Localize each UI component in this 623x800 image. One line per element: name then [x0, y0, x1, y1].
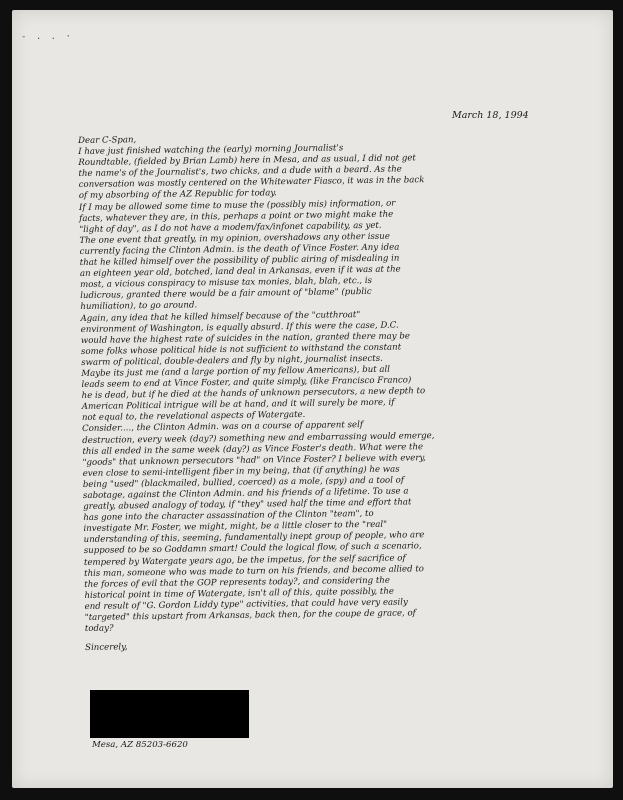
body-line: this all ended in the same week (day?) as Vince Foster's death. What were the: [82, 441, 424, 457]
body-line: greatly, abused analogy of today, if "they" used half the time and effort that: [83, 497, 412, 513]
body-line: conversation was mostly centered on the Whitewater Fiasco, it was in the back: [78, 175, 425, 191]
body-line: leads seem to end at Vince Foster, and quite simply, (like Francisco Franco): [81, 375, 412, 391]
body-line: tempered by Watergate years ago, be the impetus, for the self sacrifice of: [83, 553, 406, 568]
body-line: currently facing the Clinton Admin. is the death of Vince Foster. Any idea: [79, 242, 400, 257]
body-line: "goods" that unknown persecutors "had" on Vince Foster? I believe with every,: [82, 452, 426, 468]
body-line: investigate Mr. Foster, we might, might, be a little closer to the "real": [83, 520, 388, 535]
body-line: being "used" (blackmailed, bullied, coerced) as a mole, (spy) and a tool of: [82, 475, 405, 490]
body-line: an eighteen year old, botched, land deal in Arkansas, even if it was at the: [79, 264, 401, 280]
letter-date: March 18, 1994: [452, 110, 529, 121]
salutation: Dear C-Span,: [78, 135, 137, 146]
corner-marks: - . . ·: [21, 32, 73, 42]
body-line: facts, whatever they are, in this, perhaps a point or two might make the: [79, 209, 394, 224]
body-line: Roundtable, (fielded by Brian Lamb) here in Mesa, and as usual, I did not get: [78, 153, 416, 169]
body-line: humiliation), to go around.: [80, 300, 198, 313]
body-line: supposed to be so Goddamn smart! Could the logical flow, of such a scenario,: [83, 541, 422, 557]
body-line: has gone into the character assassination of the Clinton "team", to: [83, 509, 374, 524]
body-line: Maybe its just me (and a large portion of my fellow Americans), but all: [81, 364, 391, 379]
body-line: even close to semi-intelligent fiber in my being, that (if anything) he was: [82, 464, 400, 479]
letter-body: [78, 129, 565, 654]
body-line: "targeted" this upstart from Arkansas, back then, for the coupe de grace, of: [84, 608, 416, 623]
body-line: Again, any idea that he killed himself because of the "cutthroat": [80, 309, 361, 324]
closing: Sincerely,: [85, 642, 128, 654]
body-line: some folks whose political hide is not sufficient to withstand the constant: [80, 342, 402, 357]
body-line: "light of day", as I do not have a modem/fax/infonet capability, as yet.: [79, 220, 382, 235]
redacted-signature-block: [90, 690, 249, 738]
body-line: most, a vicious conspiracy to misuse tax monies, blah, blah, etc., is: [80, 276, 373, 291]
body-line: ludicrous, granted there would be a fair amount of "blame" (public: [80, 287, 372, 302]
body-line: that he killed himself over the possibility of public airing of misdealing in: [79, 253, 400, 269]
body-line: Consider...., the Clinton Admin. was on a course of apparent self: [82, 420, 364, 435]
body-line: I have just finished watching the (early) morning Journalist's: [78, 143, 344, 158]
body-line: swarm of political, double-dealers and fly by night, journalist insects.: [81, 353, 383, 368]
body-line: sabotage, against the Clinton Admin. and his friends of a lifetime. To use a: [82, 486, 409, 501]
body-line: would have the highest rate of suicides in the nation, granted there may be: [80, 331, 410, 346]
sender-address: Mesa, AZ 85203-6620: [92, 740, 188, 750]
body-line: this man, someone who was made to turn on his friends, and become allied to: [84, 563, 425, 579]
body-line: understanding of this, seeming, fundamentally inept group of people, who are: [83, 530, 425, 546]
body-line: the forces of evil that the GOP represents today?, and considering the: [84, 575, 390, 590]
body-line: If I may be allowed some time to muse the (possibly mis) information, or: [78, 198, 396, 213]
body-line: end result of "G. Gordon Liddy type" activities, that could have very easily: [84, 597, 408, 612]
body-line: environment of Washington, is equally absurd. If this were the case, D.C.: [80, 320, 399, 335]
body-line: of my absorbing of the AZ Republic for today.: [78, 188, 277, 202]
body-line: he is dead, but if he died at the hands of unknown persecutors, a new depth to: [81, 386, 426, 402]
body-line: today?: [84, 623, 114, 635]
body-line: not equal to, the revelational aspects of Watergate.: [81, 410, 306, 424]
body-line: American Political intrigue will be at hand, and it will surely be more, if: [81, 397, 395, 413]
body-line: historical point in time of Watergate, isn't all of this, quite possibly, the: [84, 586, 395, 601]
body-line: the name's of the Journalist's, two chicks, and a dude with a beard. As the: [78, 164, 402, 180]
body-line: The one event that greatly, in my opinion, overshadows any other issue: [79, 231, 390, 246]
body-line: destruction, every week (day?) something new and embarrassing would emerge,: [82, 430, 435, 446]
